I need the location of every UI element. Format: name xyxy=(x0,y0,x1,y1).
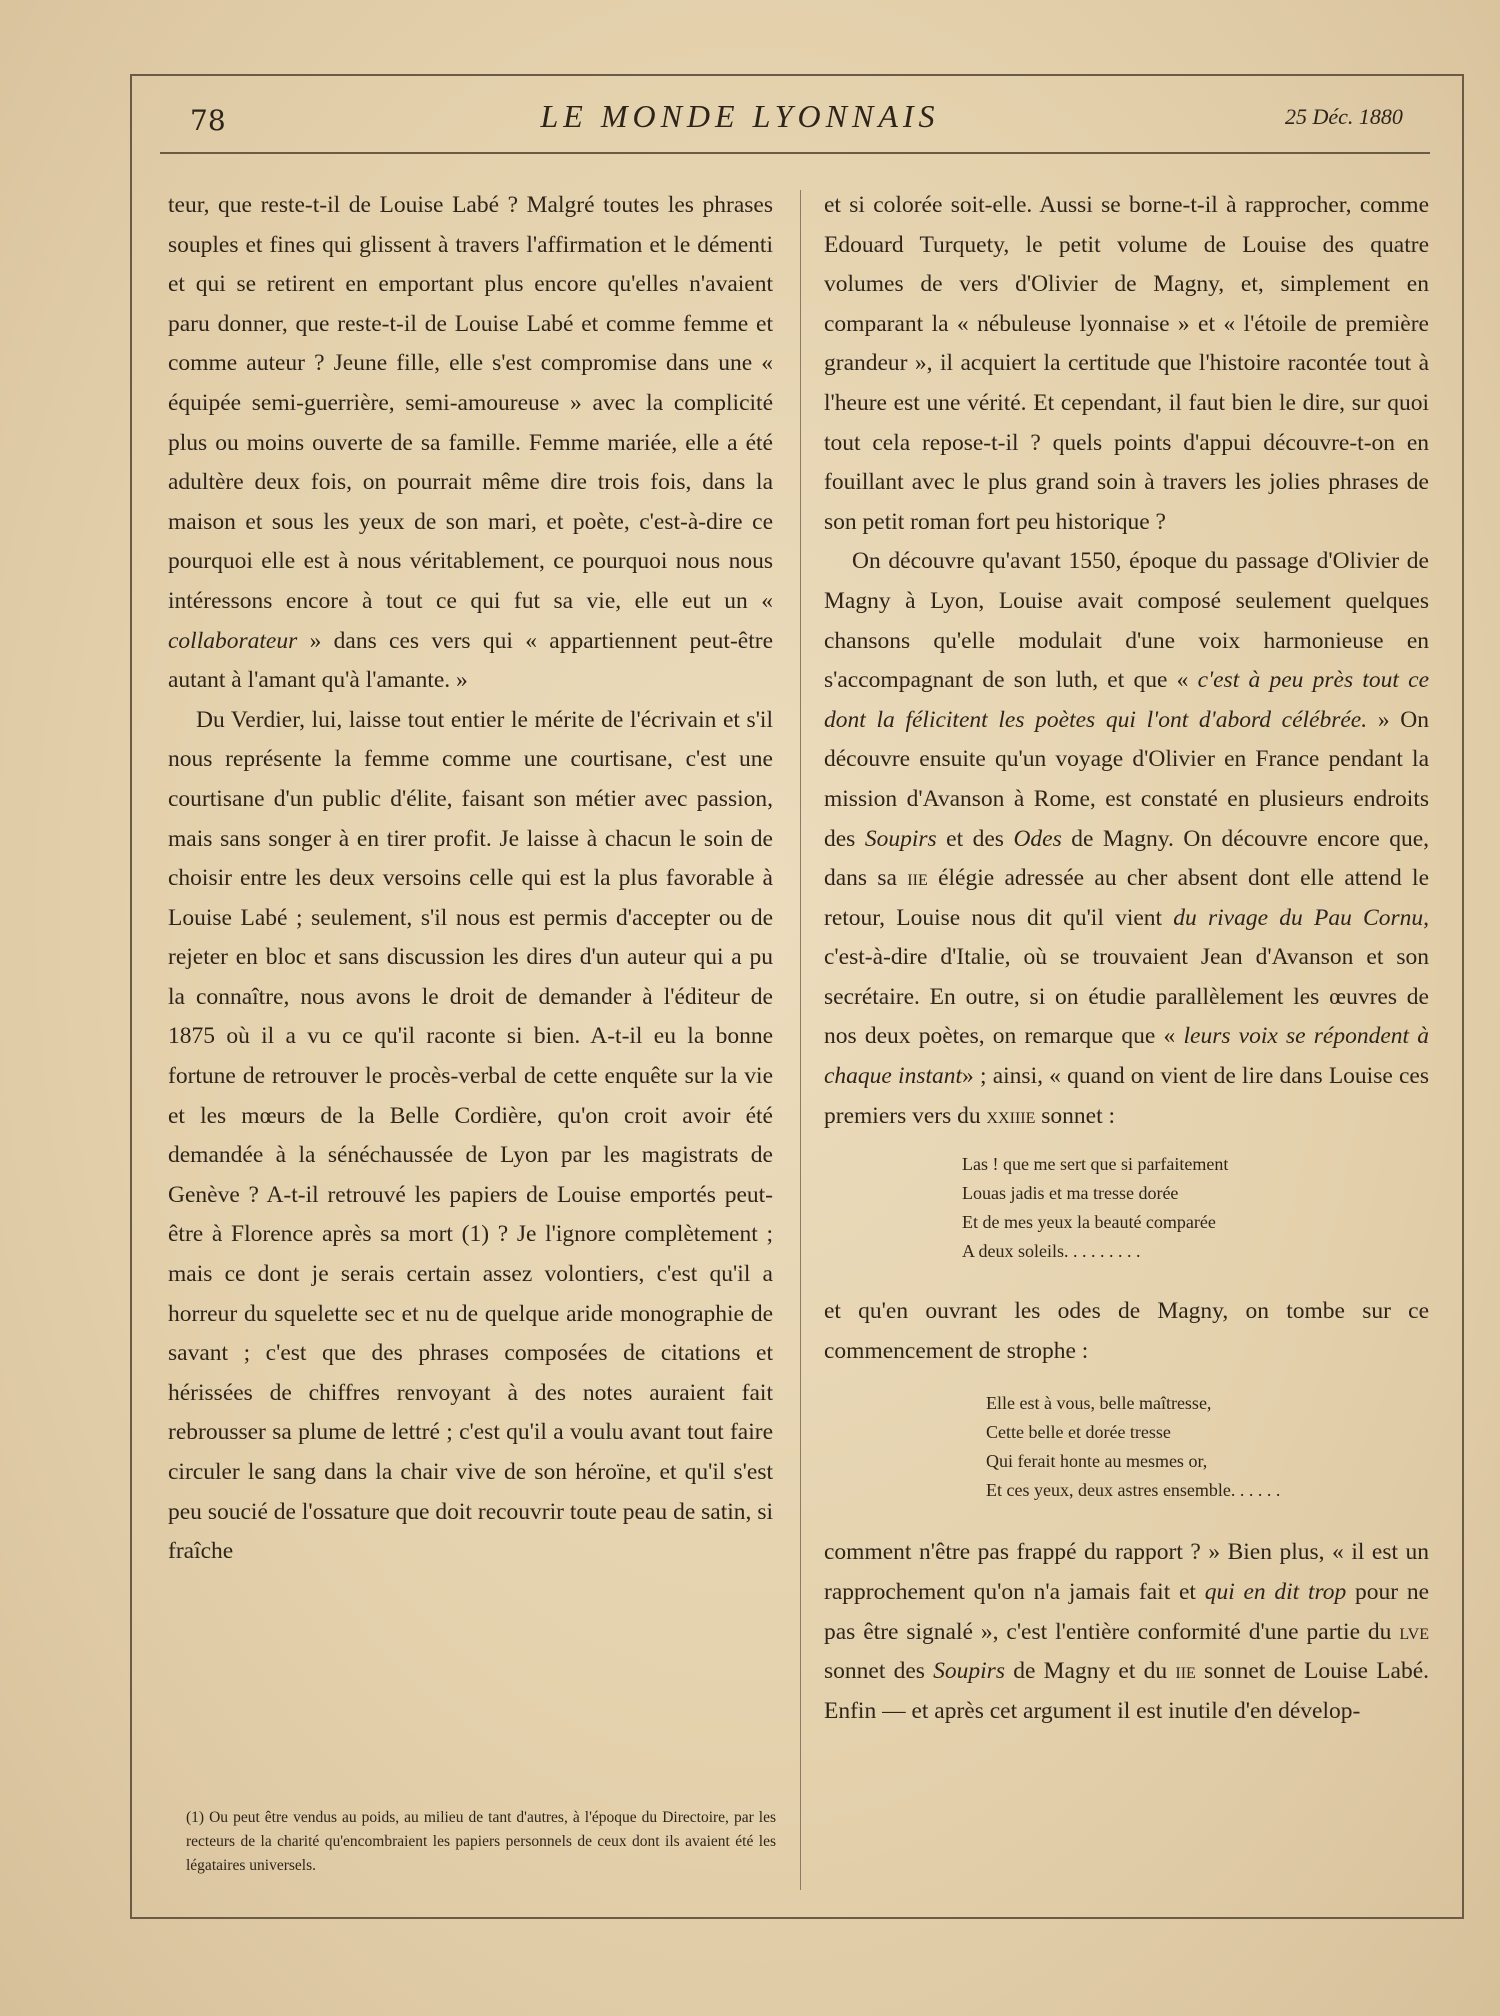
left-paragraph-1: teur, que reste-t-il de Louise Labé ? Malgré toutes les phrases souples et fines qui glissent à travers l'affirmation et le démenti et qui se retirent en emportant plus encore qu'elles n'avaient paru donner, que reste-t-il de Louise Labé et comme femme et comme auteur ? Jeune fille, elle s'est compromise dans une « équipée semi-guerrière, semi-amoureuse » avec la complicité plus ou moins ouverte de sa famille. Femme mariée, elle a été adultère deux fois, on pourrait même dire trois fois, dans la maison et sous les yeux de son mari, et poète, c'est-à-dire ce pourquoi elle est à nous véritablement, ce pourquoi nous nous intéressons encore à tout ce qui fut sa vie, elle eut un « collaborateur » dans ces vers qui « appartiennent peut-être autant à l'amant qu'à l'amante. » xyxy=(168,192,773,694)
issue-date: 25 Déc. 1880 xyxy=(1285,104,1403,129)
footnote: (1) Ou peut être vendus au poids, au milieu de tant d'autres, à l'époque du Directoire, par les recteurs de la charité qu'encombraient les papiers personnels de ceux dont ils avaient été les légataires universels. xyxy=(186,1809,776,1874)
right-column xyxy=(824,186,1429,1731)
left-column xyxy=(168,186,773,1572)
verse-line: Las ! que me sert que si parfaitement xyxy=(962,1154,1229,1175)
verse-line: Qui ferait honte au mesmes or, xyxy=(986,1451,1208,1472)
page-number: 78 xyxy=(190,104,226,137)
italic-collaborateur: collaborateur xyxy=(168,627,298,654)
verse-line: A deux soleils. . . . . . . . . xyxy=(962,1241,1141,1262)
right-paragraph-1: et si colorée soit-elle. Aussi se borne-t-il à rapprocher, comme Edouard Turquety, le petit volume de Louise des quatre volumes de vers d'Olivier de Magny, et, simplement en comparant la « nébuleuse lyonnaise » et « l'étoile de première grandeur », il acquiert la certitude que l'histoire racontée tout à l'heure est une vérité. Et cependant, il faut bien le dire, sur quoi tout cela repose-t-il ? quels points d'appui découvre-t-on en fouillant avec le plus grand soin à travers les jolies phrases de son petit roman fort peu historique ? xyxy=(824,192,1429,535)
right-paragraph-3: et qu'en ouvrant les odes de Magny, on tombe sur ce commencement de strophe : xyxy=(824,1298,1429,1364)
frame-border-bottom xyxy=(130,1917,1464,1919)
frame-border-left xyxy=(130,74,132,1919)
frame-border-top xyxy=(130,74,1464,76)
verse-line: Louas jadis et ma tresse dorée xyxy=(962,1183,1179,1204)
verse-quote-magny xyxy=(824,1389,1429,1505)
right-paragraph-4: comment n'être pas frappé du rapport ? » Bien plus, « il est un rapprochement qu'on n'a jamais fait et qui en dit trop pour ne pas être signalé », c'est l'entière conformité d'une partie du lve sonnet des Soupirs de Magny et du iie sonnet de Louise Labé. Enfin — et après cet argument il est inutile d'en dévelop- xyxy=(824,1539,1430,1724)
verse-line: Et de mes yeux la beauté comparée xyxy=(962,1212,1216,1233)
verse-quote-louise xyxy=(824,1150,1429,1266)
frame-border-right xyxy=(1462,74,1464,1919)
verse-line: Elle est à vous, belle maîtresse, xyxy=(986,1393,1212,1414)
masthead-title: LE MONDE LYONNAIS xyxy=(540,98,940,134)
left-paragraph-2: Du Verdier, lui, laisse tout entier le mérite de l'écrivain et s'il nous représente la femme comme une courtisane, c'est une courtisane d'un public d'élite, faisant son métier avec passion, mais sans songer à en tirer profit. Je laisse à chacun le soin de choisir entre les deux versoins celle qui est la plus favorable à Louise Labé ; seulement, s'il nous est permis d'accepter ou de rejeter en bloc et sans discussion les dires d'un auteur qui a pu la connaître, nous avons le droit de demander à l'éditeur de 1875 où il a vu ce qu'il raconte si bien. A-t-il eu la bonne fortune de retrouver le procès-verbal de cette enquête sur la vie et les mœurs de la Belle Cordière, qu'on croit avoir été demandée à la sénéchaussée de Lyon par les magistrats de Genève ? A-t-il retrouvé les papiers de Louise emportés peut-être à Florence après sa mort (1) ? Je l'ignore complètement ; mais ce dont je serais certain assez volontiers, c'est qu'il a horreur du squelette sec et nu de quelque aride monographie de savant ; c'est que des phrases composées de citations et hérissées de chiffres renvoyant à des notes auraient fait rebrousser sa plume de lettré ; c'est qu'il a voulu avant tout faire circuler le sang dans la chair vive de son héroïne, et qu'il s'est peu soucié de l'ossature que doit recouvrir toute peau de satin, si fraîche xyxy=(168,706,773,1565)
header-rule xyxy=(160,152,1430,154)
verse-line: Et ces yeux, deux astres ensemble. . . . . . xyxy=(986,1480,1281,1501)
column-divider xyxy=(800,190,801,1890)
right-paragraph-2: On découvre qu'avant 1550, époque du passage d'Olivier de Magny à Lyon, Louise avait composé seulement quelques chansons qu'elle modulait d'une voix harmonieuse en s'accompagnant de son luth, et que « c'est à peu près tout ce dont la félicitent les poètes qui l'ont d'abord célébrée. » On découvre ensuite qu'un voyage d'Olivier en France pendant la mission d'Avanson à Rome, est constaté en plusieurs endroits des Soupirs et des Odes de Magny. On découvre encore que, dans sa iie élégie adressée au cher absent dont elle attend le retour, Louise nous dit qu'il vient du rivage du Pau Cornu, c'est-à-dire d'Italie, où se trouvaient Jean d'Avanson et son secrétaire. En outre, si on étudie parallèlement les œuvres de nos deux poètes, on remarque que « leurs voix se répondent à chaque instant» ; ainsi, « quand on vient de lire dans Louise ces premiers vers du xxiiie sonnet : xyxy=(824,548,1430,1129)
verse-line: Cette belle et dorée tresse xyxy=(986,1422,1171,1443)
